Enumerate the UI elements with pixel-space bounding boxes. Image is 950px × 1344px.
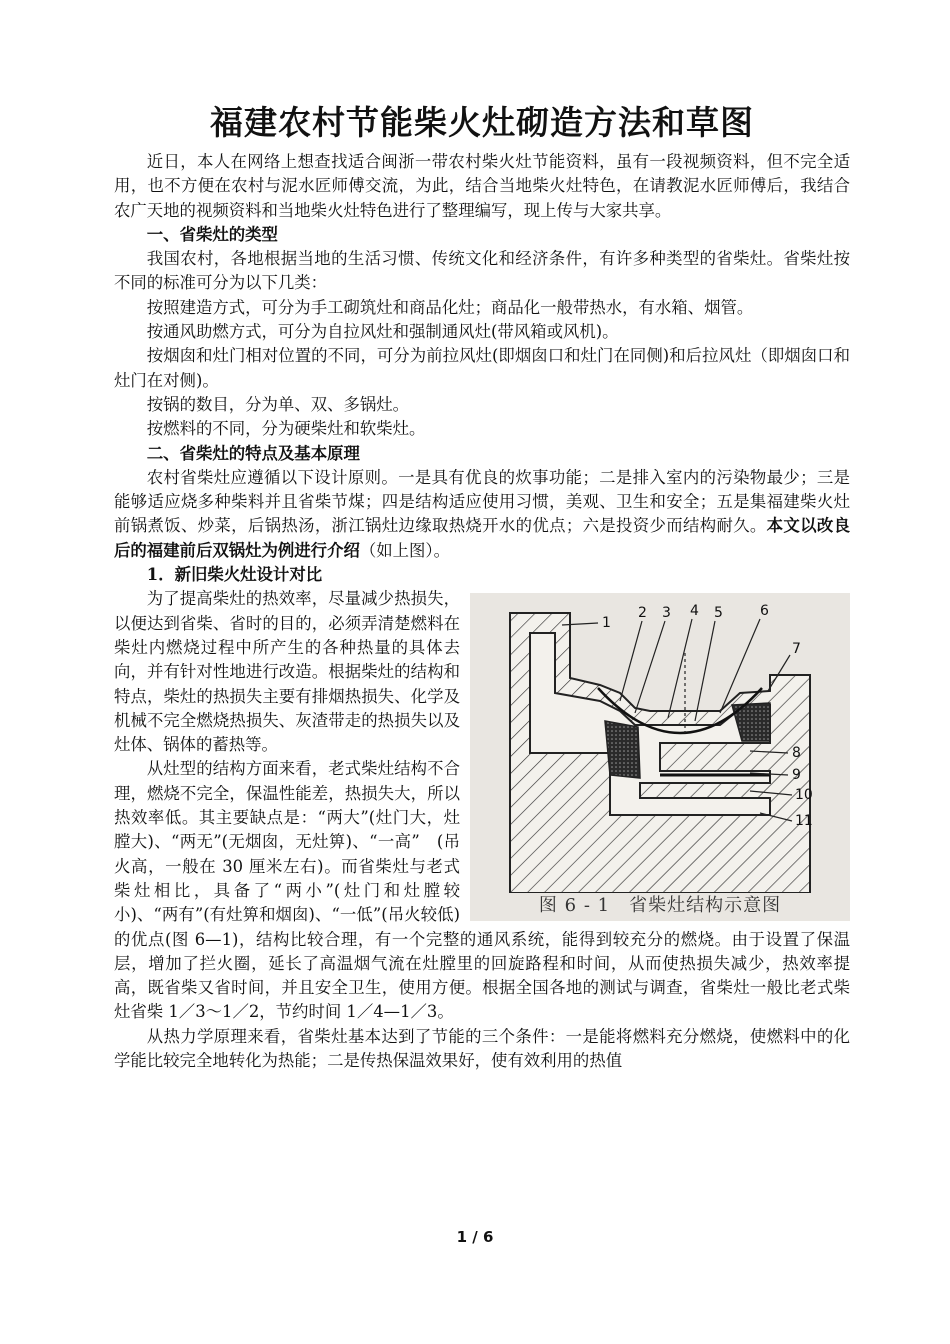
intro-paragraph: 近日，本人在网络上想查找适合闽浙一带农村柴火灶节能资料，虽有一段视频资料，但不完全适用，也不方便在农村与泥水匠师傅交流，为此，结合当地柴火灶特色，在请教泥水匠师傅后，我结合农广天地的视频资料和当地柴火灶特色进行了整理编写，现上传与大家共享。 <box>114 152 850 220</box>
paragraph: 为了提高柴灶的热效率，尽量减少热损失，以便达到省柴、省时的目的，必须弄清楚燃料在柴灶内燃烧过程中所产生的各种热量的具体去向，并有针对性地进行改造。根据柴灶的结构和特点，柴灶的热损失主要有排烟热损失、化学及机械不完全燃烧热损失、灰渣带走的热损失以及灶体、锅体的蓄热等。 <box>114 589 460 755</box>
paragraph: 按照建造方式，可分为手工砌筑灶和商品化灶；商品化一般带热水，有水箱、烟管。 <box>146 297 754 317</box>
paragraph: 我国农村，各地根据当地的生活习惯、传统文化和经济条件，有许多种类型的省柴灶。省柴灶按不同的标准可分为以下几类： <box>114 249 850 293</box>
page-number: 1 / 6 <box>456 1228 494 1246</box>
paragraph: 按锅的数目，分为单、双、多锅灶。 <box>146 394 410 414</box>
paragraph <box>114 466 850 563</box>
paragraph: 按燃料的不同，分为硬柴灶和软柴灶。 <box>146 419 426 439</box>
section-heading-2: 二、省柴灶的特点及基本原理 <box>146 443 360 463</box>
figure-caption: 图 6 - 1 省柴灶结构示意图 <box>538 895 782 917</box>
figure-label: 2 <box>638 605 647 622</box>
subsection-heading: 1．新旧柴火灶设计对比 <box>146 565 323 585</box>
stove-diagram <box>470 593 850 893</box>
section-heading-1: 一、省柴灶的类型 <box>146 224 278 244</box>
figure-label: 7 <box>792 641 801 658</box>
paragraph: 按通风助燃方式，可分为自拉风灶和强制通风灶(带风箱或风机)。 <box>146 322 619 342</box>
figure-label: 5 <box>714 605 723 622</box>
paragraph: 从热力学原理来看，省柴灶基本达到了节能的三个条件：一是能将燃料充分燃烧，使燃料中的化学能比较完全地转化为热能；二是传热保温效果好，使有效利用的热值 <box>114 1026 850 1070</box>
paragraph: 按烟囱和灶门相对位置的不同，可分为前拉风灶(即烟囱口和灶门在同侧)和后拉风灶（即烟囱口和灶门在对侧)。 <box>114 346 850 390</box>
figure-label: 6 <box>760 603 769 620</box>
figure-label: 10 <box>795 787 813 804</box>
figure-label: 8 <box>792 745 801 762</box>
paragraph-text: 农村省柴灶应遵循以下设计原则。一是具有优良的炊事功能；二是排入室内的污染物最少；三是能够适应烧多种柴料并且省柴节煤；四是结构适应使用习惯，美观、卫生和安全；五是集福建柴火灶前锅煮饭、炒菜，后锅热汤，浙江锅灶边缘取热烧开水的优点；六是投资少而结构耐久。 <box>114 467 850 536</box>
document-title: 福建农村节能柴火灶砌造方法和草图 <box>210 103 754 142</box>
figure-label: 9 <box>792 767 801 784</box>
document-page <box>114 96 850 1073</box>
figure-label: 3 <box>662 605 671 622</box>
paragraph: 从灶型的结构方面来看，老式柴灶结构不合理，燃烧不完全，保温性能差，热损失大，所以热效率低。其主要缺点是：“两大”(灶门大，灶膛大)、“两无”(无烟囱，无灶箅)、“一高” (吊火高，一般在 30 厘米左右)。而省柴灶与老式柴灶相比，具备了“两小”(灶门和灶膛较小)、“两有”(有灶箅和烟囱)、“一低”(吊火较低)的优点(图 6—1)，结构比较合理，有一个完整的通风系统，能得到较充分的燃烧。由于设置了保温层，增加了拦火圈，延长了高温烟气流在灶膛里的回旋路程和时间，从而使热损失减少，热效率提高，既省柴又省时间，并且安全卫生，使用方便。根据全国各地的测试与调查，省柴灶一般比老式柴灶省柴 1／3～1／2，节约时间 1／4—1／3。 <box>114 759 850 1022</box>
figure-label: 4 <box>690 603 699 620</box>
paragraph-text: （如上图）。 <box>359 540 451 560</box>
figure-label: 11 <box>795 813 813 830</box>
stove-structure-figure <box>470 593 850 921</box>
emphasis-text: 本文以改良后的福建前后双锅灶为例进行介绍 <box>114 516 851 560</box>
figure-label: 1 <box>602 615 611 632</box>
